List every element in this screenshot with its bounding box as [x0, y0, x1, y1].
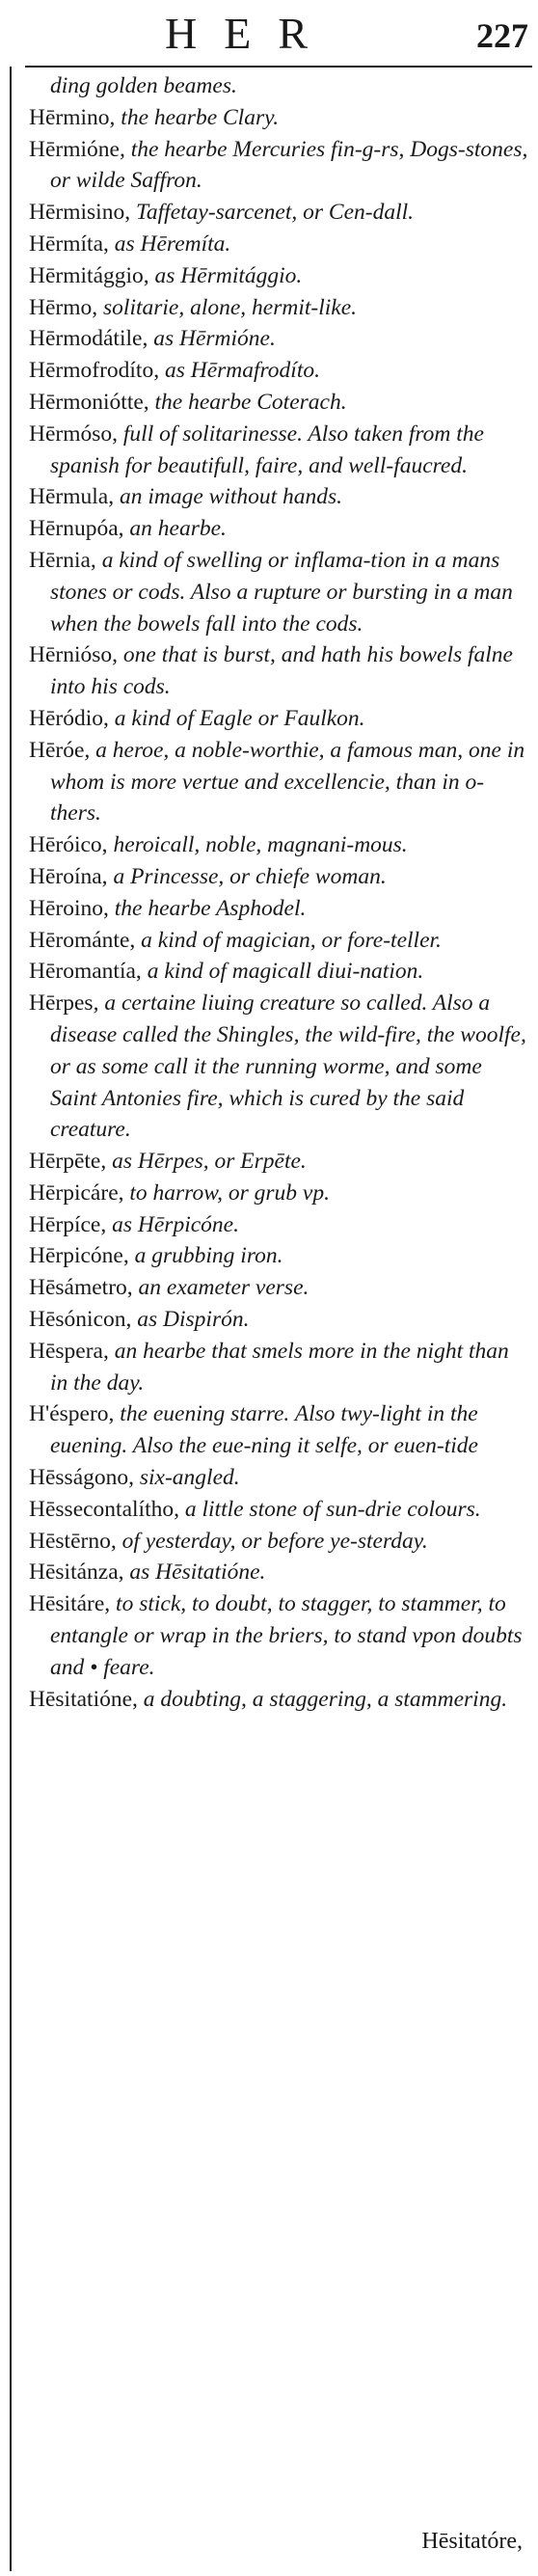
entry-definition: a Princesse, or chiefe woman.: [107, 863, 387, 889]
dictionary-entry: [29, 1240, 530, 1272]
header-rule: [25, 66, 532, 68]
dictionary-entry: [29, 1398, 530, 1462]
entry-headword: Hērnupóa,: [29, 516, 124, 542]
entry-definition: , a certaine liuing creature so called. Also a disease called the Shingles, the wild-fire, the woolfe, or as some call it the running worme, and some Saint Antonies fire, which is cured by the said creature.: [50, 990, 526, 1143]
entry-definition: , a heroe, a noble-worthie, a famous man, one in whom is more vertue and excellencie, than in o-thers.: [50, 737, 525, 827]
dictionary-entry: [29, 1336, 530, 1399]
entry-definition: of yesterday, or before ye-sterday.: [116, 1528, 428, 1554]
dictionary-entry: [29, 323, 530, 355]
entry-definition: heroicall, noble, magnani-mous.: [107, 832, 408, 858]
dictionary-entry: [29, 545, 530, 639]
entry-headword: Hērmóso,: [29, 420, 119, 447]
dictionary-entry: [29, 1684, 530, 1716]
dictionary-entry: [29, 829, 530, 861]
dictionary-entry: [29, 292, 530, 324]
dictionary-entry: [29, 925, 530, 957]
entry-definition: an exameter verse.: [132, 1275, 309, 1301]
entry-headword: Hēsitánza,: [29, 1559, 124, 1586]
entry-definition: one that is burst, and hath his bowels falne into his cods.: [50, 642, 513, 700]
entry-definition: the euening starre. Also twy-light in the euening. Also the eue-ning it selfe, or euen-tide: [50, 1401, 478, 1459]
entry-definition: as Hērmafrodíto.: [159, 358, 320, 384]
entry-definition: an hearbe.: [123, 516, 227, 542]
entry-definition: Taffetay-sarcenet, or Cen-dall.: [130, 200, 415, 226]
dictionary-entry: [29, 1178, 530, 1209]
dictionary-entry: [29, 387, 530, 419]
dictionary-entry: [29, 1462, 530, 1494]
entry-headword: Hēsámetro,: [29, 1275, 133, 1301]
entry-list: [29, 71, 530, 1715]
entry-headword: Hērmíta,: [29, 230, 109, 257]
running-head-word: HER: [165, 9, 335, 58]
entry-definition: the hearbe Coterach.: [148, 389, 347, 415]
entry-headword: Hēspera,: [29, 1338, 109, 1364]
entry-definition: as Hērpicóne.: [106, 1211, 239, 1237]
dictionary-entry: [29, 260, 530, 292]
entry-headword: Hērmitággio,: [29, 262, 149, 288]
entry-definition: six-angled.: [134, 1465, 240, 1491]
entry-definition: a little stone of sun-drie colours.: [178, 1496, 481, 1522]
entry-headword: Hērpíce,: [29, 1211, 107, 1237]
dictionary-entry: [29, 419, 530, 482]
entry-headword: Hēstērno,: [29, 1528, 117, 1554]
entry-headword: Hērmoniótte,: [29, 389, 149, 415]
entry-definition: as Hērmióne.: [148, 326, 276, 352]
entry-definition: a grubbing iron.: [128, 1243, 283, 1269]
entry-headword: Hērmióne: [29, 136, 120, 162]
entry-headword: Hēroino,: [29, 895, 109, 921]
entry-headword: Hērmula,: [29, 484, 115, 510]
entry-definition: to stick, to doubt, to stagger, to stammer, to entangle or wrap in the briers, to stand vpon doubts and • feare.: [50, 1591, 523, 1680]
entry-definition: the hearbe Clary.: [115, 104, 280, 130]
column-rule: [10, 67, 12, 2571]
entry-headword: Hēssecontalítho,: [29, 1496, 179, 1522]
dictionary-entry: [29, 1209, 530, 1241]
entry-headword: Hērmofrodíto,: [29, 358, 160, 384]
entry-definition: as Hēsitatióne.: [123, 1559, 266, 1586]
dictionary-entry: [29, 481, 530, 513]
entry-headword: Hēródio,: [29, 705, 109, 731]
catchword: Hēsitatóre,: [421, 2529, 523, 2554]
entry-definition: an image without hands.: [114, 484, 343, 510]
entry-headword: H'éspero,: [29, 1401, 115, 1427]
entry-headword: Hērmodátile,: [29, 326, 148, 352]
entry-headword: Hēsitáre,: [29, 1591, 111, 1617]
entry-headword: Hērománte,: [29, 927, 136, 953]
entry-headword: Hēroína,: [29, 863, 108, 889]
dictionary-entry: [29, 102, 530, 134]
entry-definition: the hearbe Asphodel.: [108, 895, 307, 921]
entry-headword: Hērmisino,: [29, 200, 131, 226]
dictionary-entry: [29, 1526, 530, 1558]
entry-headword: Hērmo,: [29, 294, 98, 320]
dictionary-entry: [29, 1588, 530, 1683]
entry-definition: a kind of magician, or fore-teller.: [135, 927, 442, 953]
dictionary-entry: [29, 513, 530, 545]
entry-headword: Hērpes: [29, 990, 94, 1017]
entry-headword: Hēsitatióne,: [29, 1686, 138, 1712]
dictionary-entry: [29, 956, 530, 988]
dictionary-entry: [29, 134, 530, 198]
entry-headword: Hērnióso,: [29, 642, 119, 668]
entry-definition: a doubting, a staggering, a stammering.: [137, 1686, 508, 1712]
entry-headword: Hērmino,: [29, 104, 116, 130]
dictionary-entry: [29, 639, 530, 703]
dictionary-entry: [29, 893, 530, 925]
entry-definition: an hearbe that smels more in the night than in the day.: [50, 1338, 509, 1396]
entry-definition: a kind of Eagle or Faulkon.: [108, 705, 365, 731]
page-number: 227: [476, 16, 528, 55]
entry-headword: Hēróe: [29, 737, 85, 763]
entry-headword: Hērnia,: [29, 547, 96, 573]
entry-headword: Hērpēte,: [29, 1149, 107, 1175]
entry-headword: Hēromantía,: [29, 959, 142, 985]
entry-headword: Hēsságono,: [29, 1465, 134, 1491]
dictionary-entry: [29, 1494, 530, 1526]
dictionary-entry: [29, 735, 530, 829]
dictionary-entry: [29, 988, 530, 1146]
entry-definition: , the hearbe Mercuries fin-g-rs, Dogs-stones, or wilde Saffron.: [50, 136, 528, 194]
continued-definition: ding golden beames.: [50, 73, 237, 98]
dictionary-entry: [29, 861, 530, 893]
entry-definition: as Hēremíta.: [108, 230, 231, 257]
running-head: [0, 0, 538, 68]
entry-definition: solitarie, alone, hermit-like.: [97, 294, 358, 320]
entry-headword: Hērpicóne,: [29, 1243, 129, 1269]
entry-headword: Hērpicáre,: [29, 1180, 124, 1206]
dictionary-entry: [29, 1304, 530, 1336]
dictionary-entry: [29, 703, 530, 735]
dictionary-entry: [29, 197, 530, 229]
entry-definition: full of solitarinesse. Also taken from the spanish for beautifull, faire, and well-faucred.: [50, 420, 484, 478]
entry-headword: Hēróico,: [29, 832, 108, 858]
entry-definition: as Dispirón.: [131, 1307, 250, 1333]
dictionary-entry: [29, 1272, 530, 1304]
dictionary-entry: [29, 1146, 530, 1178]
dictionary-entry: [29, 1557, 530, 1588]
dictionary-entry: [29, 355, 530, 387]
dictionary-entry: [29, 229, 530, 260]
entry-definition: as Hērpes, or Erpēte.: [106, 1149, 307, 1175]
entry-definition: a kind of magicall diui-nation.: [141, 959, 424, 985]
entry-definition: as Hērmitággio.: [148, 262, 303, 288]
entry-definition: a kind of swelling or inflama-tion in a mans stones or cods. Also a rupture or bursting in a man when the bowels fall into the cods.: [50, 547, 513, 637]
entry-headword: Hēsónicon,: [29, 1307, 132, 1333]
entry-definition: to harrow, or grub vp.: [123, 1180, 330, 1206]
